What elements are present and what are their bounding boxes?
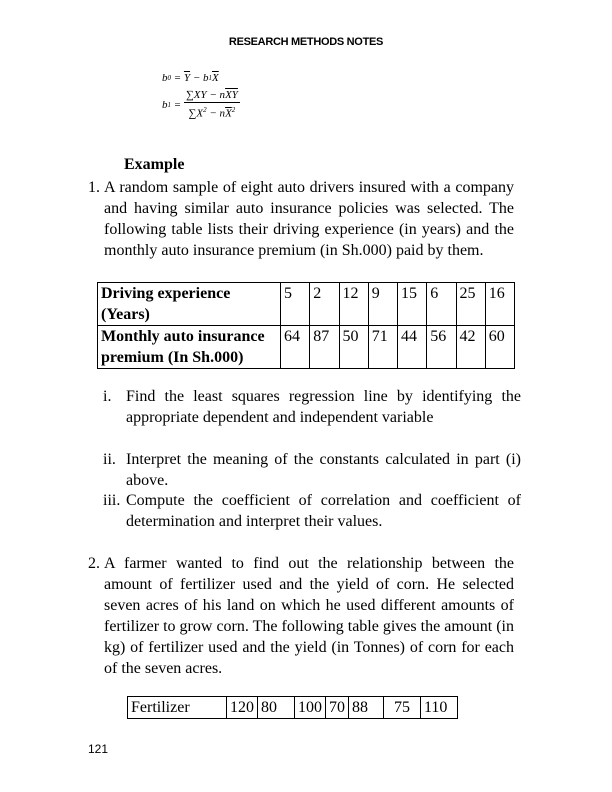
table-cell: 42 bbox=[456, 326, 485, 369]
formula-b0: b 0 = $\overline{Y}$ − b 1 $\overline{X}$ bbox=[162, 72, 219, 84]
table-cell: 60 bbox=[485, 326, 514, 369]
table-cell: 71 bbox=[368, 326, 397, 369]
table-row-label: Monthly auto insurance premium (In Sh.000) bbox=[98, 326, 281, 369]
question-1-text: A random sample of eight auto drivers insured with a company and having similar auto insurance policies was selected. The following table lists their driving experience (in years) and the monthly auto insurance premium (in Sh.000) paid by them. bbox=[104, 179, 514, 259]
table-cell: 25 bbox=[456, 283, 485, 326]
page-header: RESEARCH METHODS NOTES bbox=[228, 36, 384, 48]
question-1-part-i: i. Find the least squares regression line by identifying the appropriate dependent and independent variable bbox=[103, 388, 521, 426]
regression-formulas bbox=[162, 70, 240, 122]
table-cell: 75 bbox=[384, 697, 421, 719]
question-1 bbox=[88, 177, 514, 261]
table-cell: 12 bbox=[339, 283, 368, 326]
question-1-number: 1. bbox=[88, 179, 100, 196]
table-cell: 110 bbox=[421, 697, 458, 719]
page-number: 121 bbox=[88, 742, 109, 756]
question-1-part-ii: ii. Interpret the meaning of the constants calculated in part (i) above. bbox=[103, 451, 521, 489]
table-cell: 70 bbox=[326, 697, 349, 719]
table-cell: 9 bbox=[368, 283, 397, 326]
driver-data-table bbox=[97, 282, 515, 369]
table-cell: 100 bbox=[295, 697, 326, 719]
table-cell: 44 bbox=[398, 326, 427, 369]
formula-b1-fraction: $\frac{\sum XY - n\overline{XY}}{\sum X^2 - n\overline{X}^2}$ bbox=[185, 89, 238, 120]
table-row-label: Driving experience (Years) bbox=[98, 283, 281, 326]
table-cell: 15 bbox=[398, 283, 427, 326]
table-cell: 6 bbox=[427, 283, 456, 326]
table-row bbox=[98, 283, 515, 326]
table-cell: 88 bbox=[349, 697, 384, 719]
table-cell: 2 bbox=[310, 283, 339, 326]
formula-b1: b 1 = $\frac{\sum XY - n\overline{XY}}{\sum X^2 - n\overline{X}^2}$ bbox=[162, 89, 238, 120]
table-cell: 80 bbox=[258, 697, 295, 719]
question-1-part-iii: iii. Compute the coefficient of correlation and coefficient of determination and interpret their values. bbox=[103, 492, 521, 530]
question-2-number: 2. bbox=[88, 555, 100, 572]
question-2-text: A farmer wanted to find out the relationship between the amount of fertilizer used and the yield of corn. He selected seven acres of his land on which he used different amounts of fertilizer to grow corn. The following table gives the amount (in kg) of fertilizer used and the yield (in Tonnes) of corn for each of the seven acres. bbox=[104, 555, 514, 677]
table-cell: 87 bbox=[310, 326, 339, 369]
table-cell: 120 bbox=[227, 697, 258, 719]
table-cell: 16 bbox=[485, 283, 514, 326]
fertilizer-table bbox=[127, 696, 458, 719]
table-cell: 56 bbox=[427, 326, 456, 369]
table-cell: 50 bbox=[339, 326, 368, 369]
table-cell: 5 bbox=[281, 283, 310, 326]
table-cell: 64 bbox=[281, 326, 310, 369]
example-heading: Example bbox=[124, 156, 185, 173]
table-row bbox=[98, 326, 515, 369]
table-row-label: Fertilizer bbox=[128, 697, 227, 719]
question-2 bbox=[88, 553, 514, 679]
table-row bbox=[128, 697, 458, 719]
